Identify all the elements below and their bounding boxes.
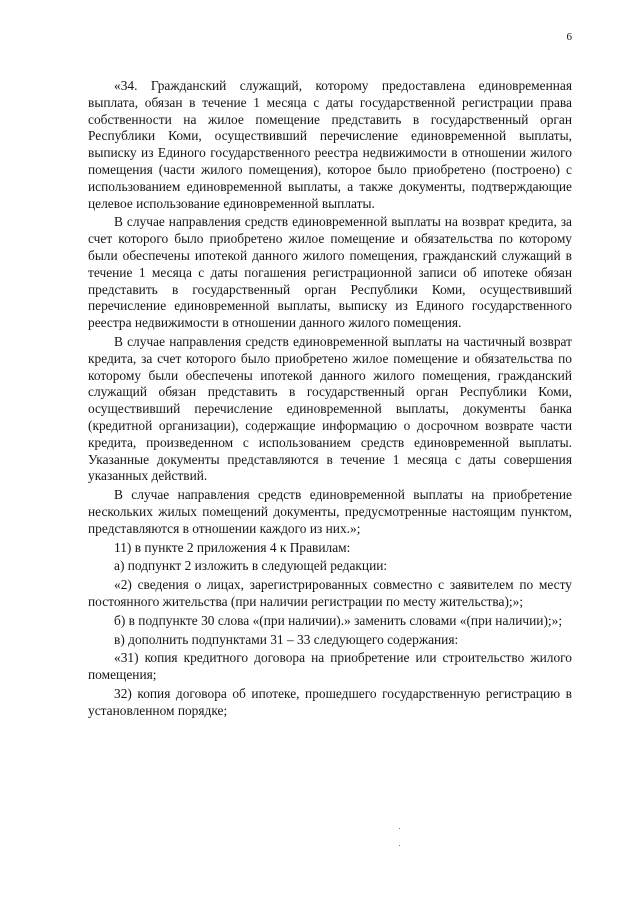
- paragraph-subitem-2: «2) сведения о лицах, зарегистрированных совместно с заявителем по месту постоянного жительства (при наличии регистрации по месту жительства);»;: [88, 577, 572, 609]
- paragraph-34: «34. Гражданский служащий, которому предоставлена единовременная выплата, обязан в течение 1 месяца с даты государственной регистрации права собственности на жилое помещение представить в государственный орган Республики Коми, осуществивший перечисление единовременной выплаты, выписку из Единого государственного реестра недвижимости в отношении жилого помещения (части жилого помещения), которое было приобретено (построено) с использованием единовременной выплаты, а также документы, подтверждающие целевое использование единовременной выплаты.: [88, 78, 572, 211]
- document-body: [88, 78, 572, 719]
- paragraph-subitem-32: 32) копия договора об ипотеке, прошедшего государственную регистрацию в установленном порядке;: [88, 685, 572, 718]
- paragraph-credit-return: В случае направления средств единовременной выплаты на возврат кредита, за счет которого было приобретено жилое помещение и обязательства по которому были обеспечены ипотекой данного жилого помещения, гражданский служащий в течение 1 месяца с даты погашения регистрационной записи об ипотеке обязан представить в государственный орган Республики Коми, осуществивший перечисление единовременной выплаты, выписку из Единого государственного реестра недвижимости в отношении данного жилого помещения.: [88, 214, 572, 331]
- paragraph-several-dwellings: В случае направления средств единовременной выплаты на приобретение нескольких жилых помещений документы, предусмотренные настоящим пунктом, представляются в отношении каждого из них.»;: [88, 487, 572, 536]
- paragraph-subitem-v: в) дополнить подпунктами 31 – 33 следующего содержания:: [114, 631, 459, 647]
- scan-speck: [399, 828, 400, 829]
- paragraph-subitem-a: а) подпункт 2 изложить в следующей редакции:: [114, 558, 388, 574]
- paragraph-partial-return: В случае направления средств единовременной выплаты на частичный возврат кредита, за счет которого было приобретено жилое помещение и обязательства по которому были обеспечены ипотекой данного жилого помещения, гражданский служащий обязан представить в государственный орган Республики Коми, осуществивший перечисление единовременной выплаты, документы банка (кредитной организации), содержащие информацию о досрочном возврате части кредита, произведенном с использованием средств единовременной выплаты. Указанные документы представляются в течение 1 месяца с даты совершения указанных действий.: [88, 333, 572, 484]
- paragraph-subitem-31: «31) копия кредитного договора на приобретение или строительство жилого помещения;: [88, 650, 572, 683]
- paragraph-item-11: 11) в пункте 2 приложения 4 к Правилам:: [114, 539, 351, 555]
- page-number: 6: [566, 31, 572, 43]
- paragraph-subitem-b: б) в подпункте 30 слова «(при наличии).» заменить словами «(при наличии);»;: [114, 612, 563, 628]
- scan-speck: [399, 845, 400, 846]
